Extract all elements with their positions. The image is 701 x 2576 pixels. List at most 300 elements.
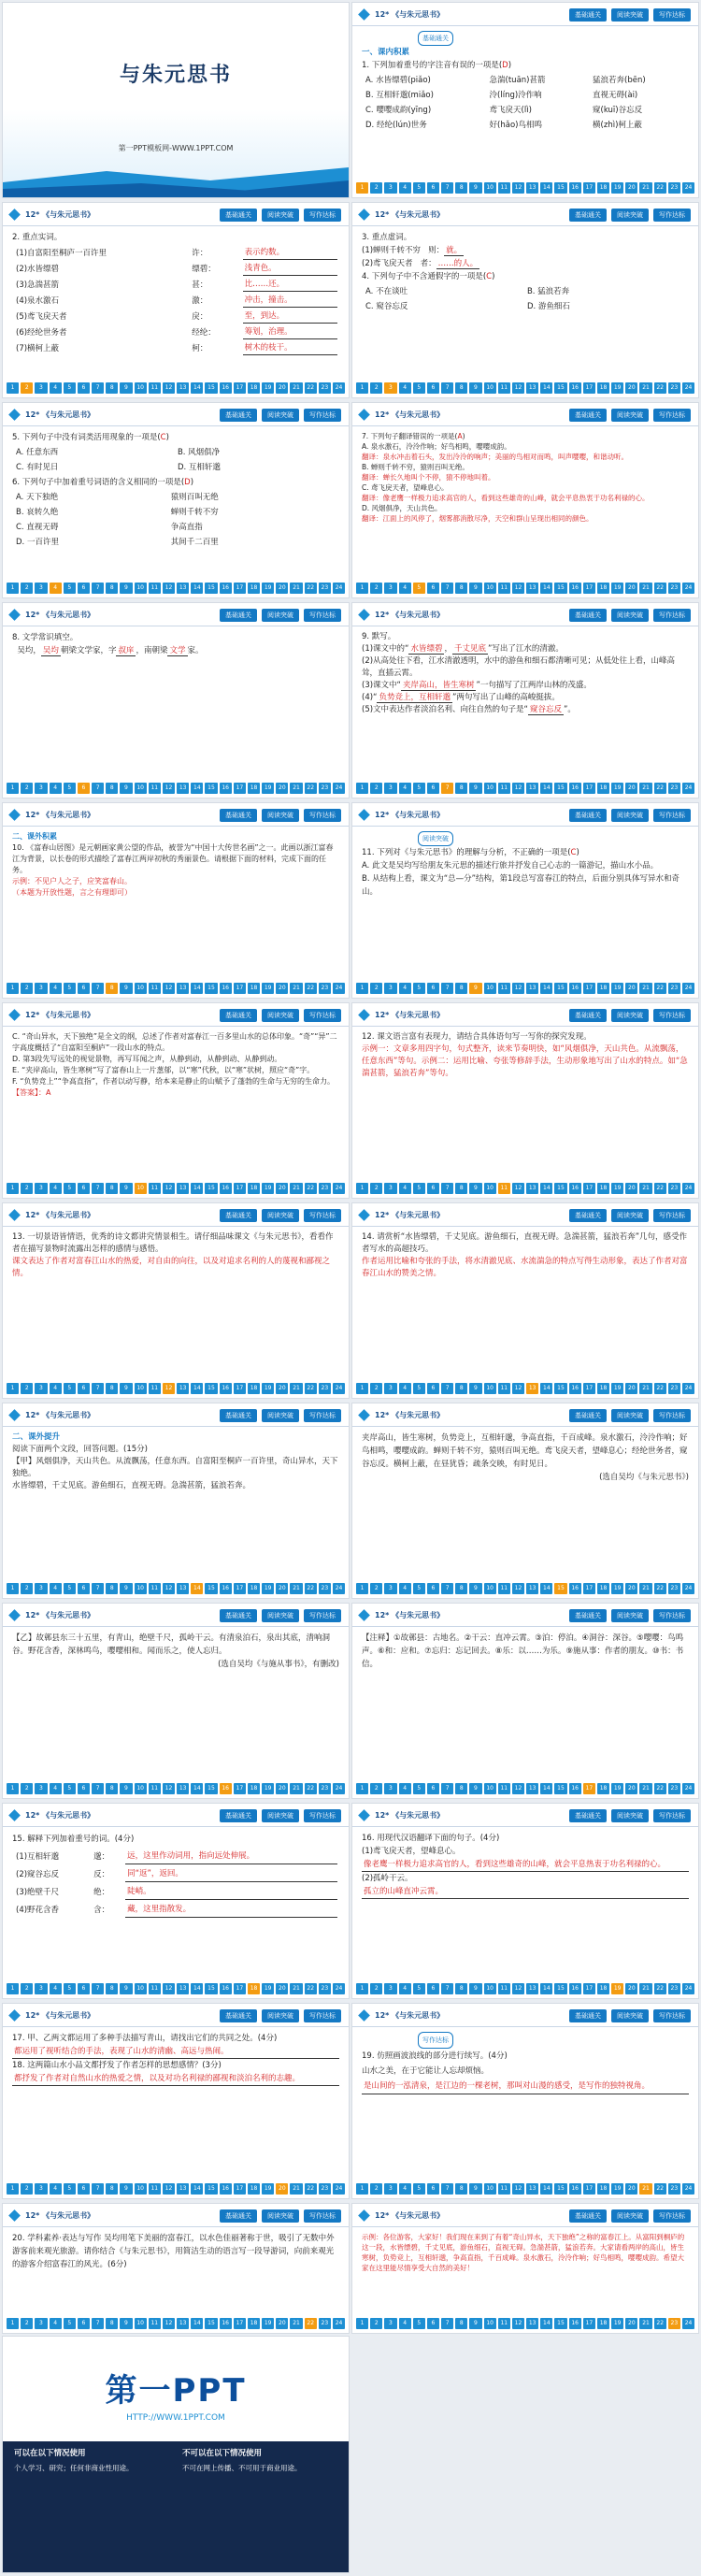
page-nav-item[interactable]: 6 [427,1983,439,1994]
page-nav-item[interactable]: 19 [611,2318,623,2329]
page-nav-item[interactable]: 5 [413,2183,425,2195]
page-nav-item[interactable]: 15 [554,783,566,794]
page-nav-item[interactable]: 24 [333,1383,345,1394]
page-nav-item[interactable]: 4 [50,1783,62,1794]
page-nav-item[interactable]: 1 [356,1783,368,1794]
tab-writing[interactable]: 写作达标 [653,1009,691,1022]
page-nav-item[interactable]: 15 [554,583,566,594]
page-nav-item[interactable]: 15 [554,1783,566,1794]
page-nav-item[interactable]: 23 [319,1783,331,1794]
page-nav-item[interactable]: 13 [177,1383,189,1394]
page-nav-item[interactable]: 10 [135,783,147,794]
page-nav-item[interactable]: 9 [469,382,481,394]
page-nav-item[interactable]: 10 [484,2183,496,2195]
page-nav-item[interactable]: 15 [205,1583,217,1594]
page-nav-item[interactable]: 19 [611,583,623,594]
page-nav-item[interactable]: 16 [569,382,581,394]
page-nav-item[interactable]: 5 [64,583,76,594]
page-nav-item[interactable]: 22 [305,783,317,794]
page-nav-item[interactable]: 16 [220,1783,232,1794]
page-nav-item[interactable]: 1 [356,1583,368,1594]
tab-reading[interactable]: 阅读突破 [611,1409,649,1422]
page-nav-item[interactable]: 1 [7,2183,19,2195]
page-nav-item[interactable]: 13 [526,1183,538,1194]
page-nav-item[interactable]: 20 [276,382,288,394]
page-nav-item[interactable]: 24 [333,783,345,794]
page-nav-item[interactable]: 15 [205,983,217,994]
page-nav-item[interactable]: 12 [512,783,524,794]
page-nav-item[interactable]: 7 [441,1783,453,1794]
page-nav-item[interactable]: 22 [654,583,666,594]
page-nav-item[interactable]: 8 [106,1783,118,1794]
page-nav-item[interactable]: 15 [205,1783,217,1794]
page-nav-item[interactable]: 15 [205,583,217,594]
page-nav-item[interactable]: 24 [682,2318,694,2329]
page-nav-item[interactable]: 3 [384,583,396,594]
page-nav-item[interactable]: 18 [597,382,609,394]
page-nav-item[interactable]: 18 [248,583,260,594]
page-nav-item[interactable]: 22 [305,2318,317,2329]
page-nav-item[interactable]: 21 [639,2183,651,2195]
page-nav-item[interactable]: 17 [583,583,595,594]
page-nav-item[interactable]: 10 [135,1983,147,1994]
page-nav-item[interactable]: 4 [399,2183,411,2195]
page-nav-item[interactable]: 23 [668,983,680,994]
tab-reading[interactable]: 阅读突破 [611,8,649,22]
page-nav-item[interactable]: 4 [50,1183,62,1194]
page-nav-item[interactable]: 16 [220,583,232,594]
page-nav-item[interactable]: 14 [191,983,203,994]
tab-reading[interactable]: 阅读突破 [262,1009,299,1022]
page-nav-item[interactable]: 24 [333,1983,345,1994]
page-nav-item[interactable]: 21 [290,1383,302,1394]
page-nav-item[interactable]: 11 [498,182,510,194]
page-nav-item[interactable]: 18 [597,1983,609,1994]
page-nav-item[interactable]: 11 [498,1583,510,1594]
page-nav-item[interactable]: 4 [50,2183,62,2195]
page-nav-item[interactable]: 5 [64,1183,76,1194]
page-nav-item[interactable]: 3 [384,1583,396,1594]
page-nav-item[interactable]: 7 [441,983,453,994]
page-nav-item[interactable]: 9 [469,983,481,994]
page-nav-item[interactable]: 12 [512,382,524,394]
page-nav-item[interactable]: 3 [384,2318,396,2329]
page-nav-item[interactable]: 6 [427,1183,439,1194]
page-nav-item[interactable]: 14 [540,1783,552,1794]
page-nav-item[interactable]: 8 [455,2318,467,2329]
page-nav-item[interactable]: 18 [597,783,609,794]
page-nav-item[interactable]: 24 [333,1583,345,1594]
page-nav-item[interactable]: 3 [35,583,47,594]
page-nav-item[interactable]: 6 [427,1583,439,1594]
page-nav-item[interactable]: 9 [469,1183,481,1194]
page-nav-item[interactable]: 4 [50,783,62,794]
page-nav-item[interactable]: 21 [290,583,302,594]
page-nav-item[interactable]: 18 [248,2183,260,2195]
page-nav-item[interactable]: 20 [276,1583,288,1594]
page-nav-item[interactable]: 1 [7,583,19,594]
page-nav-item[interactable]: 18 [248,1983,260,1994]
page-nav-item[interactable]: 21 [639,1983,651,1994]
page-nav-item[interactable]: 18 [248,983,260,994]
page-nav-item[interactable]: 23 [668,1583,680,1594]
page-nav-item[interactable]: 4 [399,583,411,594]
page-nav-item[interactable]: 7 [92,783,104,794]
page-nav-item[interactable]: 14 [540,1583,552,1594]
tab-reading[interactable]: 阅读突破 [262,609,299,622]
page-nav-item[interactable]: 10 [135,1383,147,1394]
page-nav-item[interactable]: 21 [639,983,651,994]
tab-basic[interactable]: 基础通关 [569,2009,607,2022]
page-nav-item[interactable]: 7 [441,2318,453,2329]
page-nav-item[interactable]: 15 [554,2318,566,2329]
page-nav-item[interactable]: 24 [333,2318,345,2329]
page-nav-item[interactable]: 20 [625,1583,637,1594]
page-nav-item[interactable]: 23 [319,1183,331,1194]
page-nav-item[interactable]: 21 [639,182,651,194]
page-nav-item[interactable]: 20 [625,1983,637,1994]
page-nav-item[interactable]: 3 [35,783,47,794]
page-nav-item[interactable]: 6 [427,382,439,394]
page-nav-item[interactable]: 2 [370,182,382,194]
page-nav-item[interactable]: 5 [413,583,425,594]
page-nav-item[interactable]: 17 [583,1183,595,1194]
tab-writing[interactable]: 写作达标 [304,609,341,622]
page-nav-item[interactable]: 14 [540,182,552,194]
page-nav-item[interactable]: 13 [526,2183,538,2195]
page-nav-item[interactable]: 3 [384,783,396,794]
page-nav-item[interactable]: 13 [177,983,189,994]
page-nav-item[interactable]: 12 [512,1583,524,1594]
page-nav-item[interactable]: 13 [177,1183,189,1194]
page-nav-item[interactable]: 20 [276,1983,288,1994]
page-nav-item[interactable]: 22 [654,2183,666,2195]
page-nav-item[interactable]: 19 [262,783,274,794]
page-nav-item[interactable]: 22 [654,783,666,794]
page-nav-item[interactable]: 7 [441,1183,453,1194]
page-nav-item[interactable]: 9 [469,182,481,194]
page-nav-item[interactable]: 1 [356,983,368,994]
page-nav-item[interactable]: 17 [583,783,595,794]
tab-reading[interactable]: 阅读突破 [611,1609,649,1622]
page-nav-item[interactable]: 14 [191,2183,203,2195]
page-nav-item[interactable]: 14 [540,2318,552,2329]
page-nav-item[interactable]: 7 [441,382,453,394]
page-nav-item[interactable]: 14 [540,583,552,594]
page-nav-item[interactable]: 21 [290,783,302,794]
page-nav-item[interactable]: 16 [569,983,581,994]
page-nav-item[interactable]: 24 [682,783,694,794]
page-nav-item[interactable]: 8 [106,783,118,794]
page-nav-item[interactable]: 11 [149,783,161,794]
page-nav-item[interactable]: 5 [413,382,425,394]
page-nav-item[interactable]: 23 [668,1383,680,1394]
page-nav-item[interactable]: 11 [149,1383,161,1394]
page-nav-item[interactable]: 13 [177,583,189,594]
page-nav-item[interactable]: 17 [234,1783,246,1794]
tab-writing[interactable]: 写作达标 [653,8,691,22]
page-nav-item[interactable]: 16 [220,783,232,794]
page-nav-item[interactable]: 7 [441,1983,453,1994]
page-nav-item[interactable]: 10 [484,2318,496,2329]
page-nav-item[interactable]: 16 [569,783,581,794]
page-nav-item[interactable]: 13 [177,2183,189,2195]
page-nav-item[interactable]: 3 [35,1983,47,1994]
page-nav-item[interactable]: 12 [163,382,175,394]
page-nav-item[interactable]: 1 [7,1983,19,1994]
page-nav-item[interactable]: 4 [399,983,411,994]
page-nav-item[interactable]: 19 [262,1583,274,1594]
page-nav-item[interactable]: 6 [78,783,90,794]
tab-basic[interactable]: 基础通关 [569,2209,607,2223]
page-nav-item[interactable]: 13 [526,182,538,194]
page-nav-item[interactable]: 16 [220,1983,232,1994]
page-nav-item[interactable]: 24 [333,2183,345,2195]
page-nav-item[interactable]: 16 [569,583,581,594]
page-nav-item[interactable]: 20 [625,182,637,194]
page-nav-item[interactable]: 3 [384,1183,396,1194]
page-nav-item[interactable]: 20 [625,583,637,594]
page-nav-item[interactable]: 9 [120,1583,132,1594]
page-nav-item[interactable]: 11 [498,1183,510,1194]
tab-basic[interactable]: 基础通关 [569,209,607,222]
page-nav-item[interactable]: 9 [120,1183,132,1194]
tab-reading[interactable]: 阅读突破 [262,409,299,422]
page-nav-item[interactable]: 23 [668,783,680,794]
page-nav-item[interactable]: 5 [413,983,425,994]
page-nav-item[interactable]: 14 [540,382,552,394]
page-nav-item[interactable]: 18 [597,1183,609,1194]
page-nav-item[interactable]: 22 [654,1183,666,1194]
tab-writing[interactable]: 写作达标 [304,1209,341,1222]
page-nav-item[interactable]: 8 [455,1183,467,1194]
page-nav-item[interactable]: 24 [682,1783,694,1794]
page-nav-item[interactable]: 1 [356,182,368,194]
page-nav-item[interactable]: 5 [64,983,76,994]
page-nav-item[interactable]: 11 [498,2318,510,2329]
tab-basic[interactable]: 基础通关 [569,1609,607,1622]
page-nav-item[interactable]: 8 [106,1183,118,1194]
page-nav-item[interactable]: 21 [639,583,651,594]
page-nav-item[interactable]: 1 [7,1383,19,1394]
page-nav-item[interactable]: 9 [469,1783,481,1794]
page-nav-item[interactable]: 2 [21,2318,33,2329]
page-nav-item[interactable]: 21 [639,783,651,794]
page-nav-item[interactable]: 9 [469,2318,481,2329]
page-nav-item[interactable]: 3 [35,382,47,394]
tab-writing[interactable]: 写作达标 [653,609,691,622]
page-nav-item[interactable]: 8 [455,1383,467,1394]
page-nav-item[interactable]: 21 [639,1383,651,1394]
tab-reading[interactable]: 阅读突破 [611,1809,649,1822]
page-nav-item[interactable]: 10 [484,1983,496,1994]
page-nav-item[interactable]: 18 [597,1583,609,1594]
page-nav-item[interactable]: 12 [512,583,524,594]
page-nav-item[interactable]: 5 [413,182,425,194]
page-nav-item[interactable]: 12 [512,1183,524,1194]
page-nav-item[interactable]: 4 [399,1583,411,1594]
tab-writing[interactable]: 写作达标 [653,809,691,822]
page-nav-item[interactable]: 22 [305,583,317,594]
page-nav-item[interactable]: 2 [370,2183,382,2195]
tab-writing[interactable]: 写作达标 [653,1609,691,1622]
page-nav-item[interactable]: 21 [639,382,651,394]
tab-basic[interactable]: 基础通关 [569,809,607,822]
tab-basic[interactable]: 基础通关 [220,209,257,222]
tab-reading[interactable]: 阅读突破 [262,209,299,222]
page-nav-item[interactable]: 13 [526,382,538,394]
page-nav-item[interactable]: 18 [597,983,609,994]
page-nav-item[interactable]: 19 [611,783,623,794]
page-nav-item[interactable]: 21 [290,382,302,394]
tab-writing[interactable]: 写作达标 [304,2009,341,2022]
page-nav-item[interactable]: 2 [370,2318,382,2329]
page-nav-item[interactable]: 13 [526,1583,538,1594]
page-nav-item[interactable]: 5 [64,2318,76,2329]
page-nav-item[interactable]: 17 [234,2318,246,2329]
page-nav-item[interactable]: 22 [305,1783,317,1794]
page-nav-item[interactable]: 8 [106,983,118,994]
page-nav-item[interactable]: 10 [135,1583,147,1594]
tab-writing[interactable]: 写作达标 [653,209,691,222]
page-nav-item[interactable]: 10 [135,2183,147,2195]
page-nav-item[interactable]: 9 [469,583,481,594]
page-nav-item[interactable]: 12 [163,1783,175,1794]
page-nav-item[interactable]: 10 [484,583,496,594]
page-nav-item[interactable]: 16 [220,1183,232,1194]
page-nav-item[interactable]: 8 [106,1383,118,1394]
tab-writing[interactable]: 写作达标 [304,1009,341,1022]
page-nav-item[interactable]: 5 [64,1783,76,1794]
page-nav-item[interactable]: 22 [305,983,317,994]
page-nav-item[interactable]: 5 [64,783,76,794]
page-nav-item[interactable]: 13 [177,1783,189,1794]
page-nav-item[interactable]: 22 [305,1983,317,1994]
page-nav-item[interactable]: 23 [319,783,331,794]
page-nav-item[interactable]: 13 [177,382,189,394]
page-nav-item[interactable]: 1 [7,1583,19,1594]
page-nav-item[interactable]: 6 [78,2318,90,2329]
page-nav-item[interactable]: 23 [668,1983,680,1994]
tab-reading[interactable]: 阅读突破 [262,809,299,822]
page-nav-item[interactable]: 11 [498,1983,510,1994]
page-nav-item[interactable]: 4 [399,1383,411,1394]
page-nav-item[interactable]: 7 [92,1783,104,1794]
page-nav-item[interactable]: 1 [7,983,19,994]
page-nav-item[interactable]: 17 [583,382,595,394]
tab-basic[interactable]: 基础通关 [220,2009,257,2022]
page-nav-item[interactable]: 19 [611,1783,623,1794]
page-nav-item[interactable]: 8 [455,1583,467,1594]
page-nav-item[interactable]: 6 [78,2183,90,2195]
page-nav-item[interactable]: 12 [512,2318,524,2329]
page-nav-item[interactable]: 12 [512,1783,524,1794]
page-nav-item[interactable]: 20 [276,583,288,594]
page-nav-item[interactable]: 19 [262,1183,274,1194]
page-nav-item[interactable]: 9 [120,583,132,594]
page-nav-item[interactable]: 12 [163,2318,175,2329]
page-nav-item[interactable]: 4 [50,1383,62,1394]
page-nav-item[interactable]: 7 [92,1383,104,1394]
page-nav-item[interactable]: 2 [21,1183,33,1194]
tab-writing[interactable]: 写作达标 [653,1809,691,1822]
page-nav-item[interactable]: 10 [484,983,496,994]
page-nav-item[interactable]: 10 [135,983,147,994]
tab-reading[interactable]: 阅读突破 [262,2209,299,2223]
page-nav-item[interactable]: 10 [135,382,147,394]
page-nav-item[interactable]: 14 [540,783,552,794]
page-nav-item[interactable]: 9 [120,1783,132,1794]
page-nav-item[interactable]: 24 [333,382,345,394]
page-nav-item[interactable]: 6 [427,983,439,994]
page-nav-item[interactable]: 5 [413,1183,425,1194]
page-nav-item[interactable]: 10 [484,182,496,194]
tab-basic[interactable]: 基础通关 [220,1409,257,1422]
page-nav-item[interactable]: 13 [177,1583,189,1594]
page-nav-item[interactable]: 13 [526,583,538,594]
page-nav-item[interactable]: 18 [597,182,609,194]
page-nav-item[interactable]: 1 [7,1183,19,1194]
page-nav-item[interactable]: 15 [205,2183,217,2195]
tab-writing[interactable]: 写作达标 [304,1609,341,1622]
page-nav-item[interactable]: 6 [78,583,90,594]
page-nav-item[interactable]: 4 [399,1983,411,1994]
page-nav-item[interactable]: 17 [583,182,595,194]
page-nav-item[interactable]: 2 [370,382,382,394]
page-nav-item[interactable]: 7 [441,783,453,794]
page-nav-item[interactable]: 11 [149,583,161,594]
page-nav-item[interactable]: 15 [554,1983,566,1994]
page-nav-item[interactable]: 11 [498,1783,510,1794]
page-nav-item[interactable]: 3 [384,182,396,194]
page-nav-item[interactable]: 6 [78,983,90,994]
page-nav-item[interactable]: 17 [583,2318,595,2329]
page-nav-item[interactable]: 24 [682,382,694,394]
page-nav-item[interactable]: 7 [92,1583,104,1594]
page-nav-item[interactable]: 2 [21,1783,33,1794]
tab-basic[interactable]: 基础通关 [569,1809,607,1822]
page-nav-item[interactable]: 3 [384,2183,396,2195]
page-nav-item[interactable]: 3 [35,1583,47,1594]
page-nav-item[interactable]: 7 [92,1183,104,1194]
page-nav-item[interactable]: 20 [625,2183,637,2195]
page-nav-item[interactable]: 20 [276,1783,288,1794]
tab-basic[interactable]: 基础通关 [569,1209,607,1222]
page-nav-item[interactable]: 20 [625,983,637,994]
page-nav-item[interactable]: 24 [682,2183,694,2195]
page-nav-item[interactable]: 13 [526,2318,538,2329]
page-nav-item[interactable]: 12 [512,182,524,194]
tab-writing[interactable]: 写作达标 [653,1209,691,1222]
page-nav-item[interactable]: 8 [455,983,467,994]
page-nav-item[interactable]: 22 [305,382,317,394]
page-nav-item[interactable]: 12 [163,583,175,594]
page-nav-item[interactable]: 6 [427,2318,439,2329]
page-nav-item[interactable]: 21 [290,2183,302,2195]
page-nav-item[interactable]: 13 [526,1783,538,1794]
page-nav-item[interactable]: 15 [554,1383,566,1394]
page-nav-item[interactable]: 23 [319,2318,331,2329]
tab-writing[interactable]: 写作达标 [653,2009,691,2022]
page-nav-item[interactable]: 17 [234,583,246,594]
page-nav-item[interactable]: 17 [234,1183,246,1194]
page-nav-item[interactable]: 4 [399,1783,411,1794]
page-nav-item[interactable]: 11 [149,1183,161,1194]
page-nav-item[interactable]: 8 [106,1983,118,1994]
page-nav-item[interactable]: 6 [78,1983,90,1994]
page-nav-item[interactable]: 3 [35,2318,47,2329]
page-nav-item[interactable]: 12 [163,1383,175,1394]
